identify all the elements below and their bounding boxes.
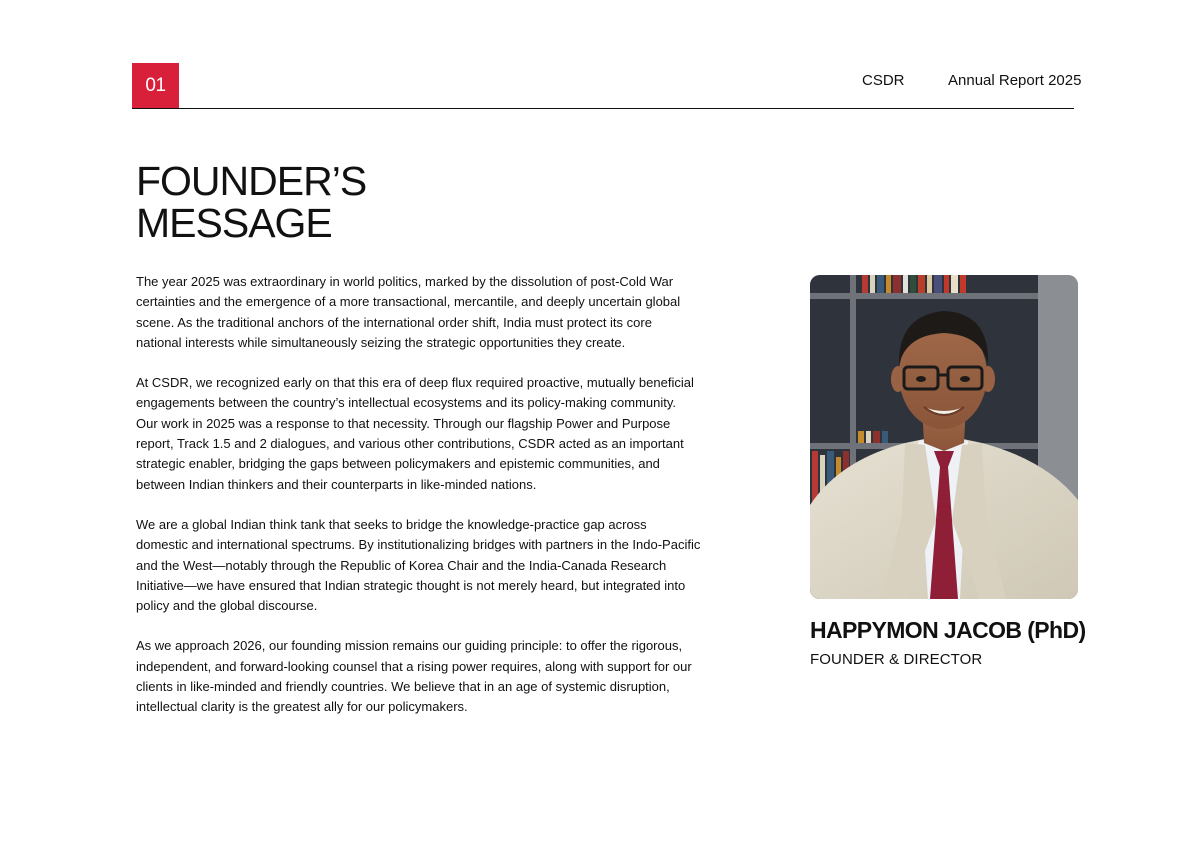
message-body	[136, 272, 701, 738]
page-title-line-1: FOUNDER’S	[136, 158, 367, 204]
page-title	[136, 160, 366, 244]
founder-portrait	[810, 275, 1078, 599]
founder-role: FOUNDER & DIRECTOR	[810, 651, 983, 668]
founder-name: HAPPYMON JACOB (PhD)	[810, 617, 1086, 643]
header-divider	[132, 108, 1074, 109]
message-paragraph: We are a global Indian think tank that seeks to bridge the knowledge-practice gap across domestic and international spectrums. By institutionalizing bridges with partners in the Indo-Pacific and the West—notably through the Republic of Korea Chair and the India-Canada Research Initiative—we have ensured that Indian strategic thought is not merely heard, but integrated into policy and the global discourse.	[136, 516, 701, 614]
message-paragraph: At CSDR, we recognized early on that this era of deep flux required proactive, mutually beneficial engagements between the country’s intellectual ecosystems and its policy-making community. Our work in 2025 was a response to that necessity. Through our flagship Power and Purpose report, Track 1.5 and 2 dialogues, and various other contributions, CSDR acted as an important strategic enabler, bridging the gaps between policymakers and epistemic communities, and between Indian thinkers and their counterparts in like-minded nations.	[136, 375, 694, 492]
message-paragraph: The year 2025 was extraordinary in world politics, marked by the dissolution of post-Cold War certainties and the emergence of a more transactional, mercantile, and deeply uncertain global scene. As the traditional anchors of the international order shift, India must protect its core national interests while simultaneously seizing the strategic opportunities they create.	[136, 274, 681, 350]
header-report-title: Annual Report 2025	[948, 72, 1082, 89]
page-title-line-2: MESSAGE	[136, 200, 332, 246]
page-number-badge: 01	[132, 63, 179, 109]
message-paragraph: As we approach 2026, our founding mission remains our guiding principle: to offer the rigorous, independent, and forward-looking counsel that a rising power requires, along with support for our clients in like-minded and friendly countries. We believe that in an age of systemic disruption, intellectual clarity is the greatest ally for our policymakers.	[136, 638, 692, 715]
header-org-name: CSDR	[862, 72, 905, 89]
